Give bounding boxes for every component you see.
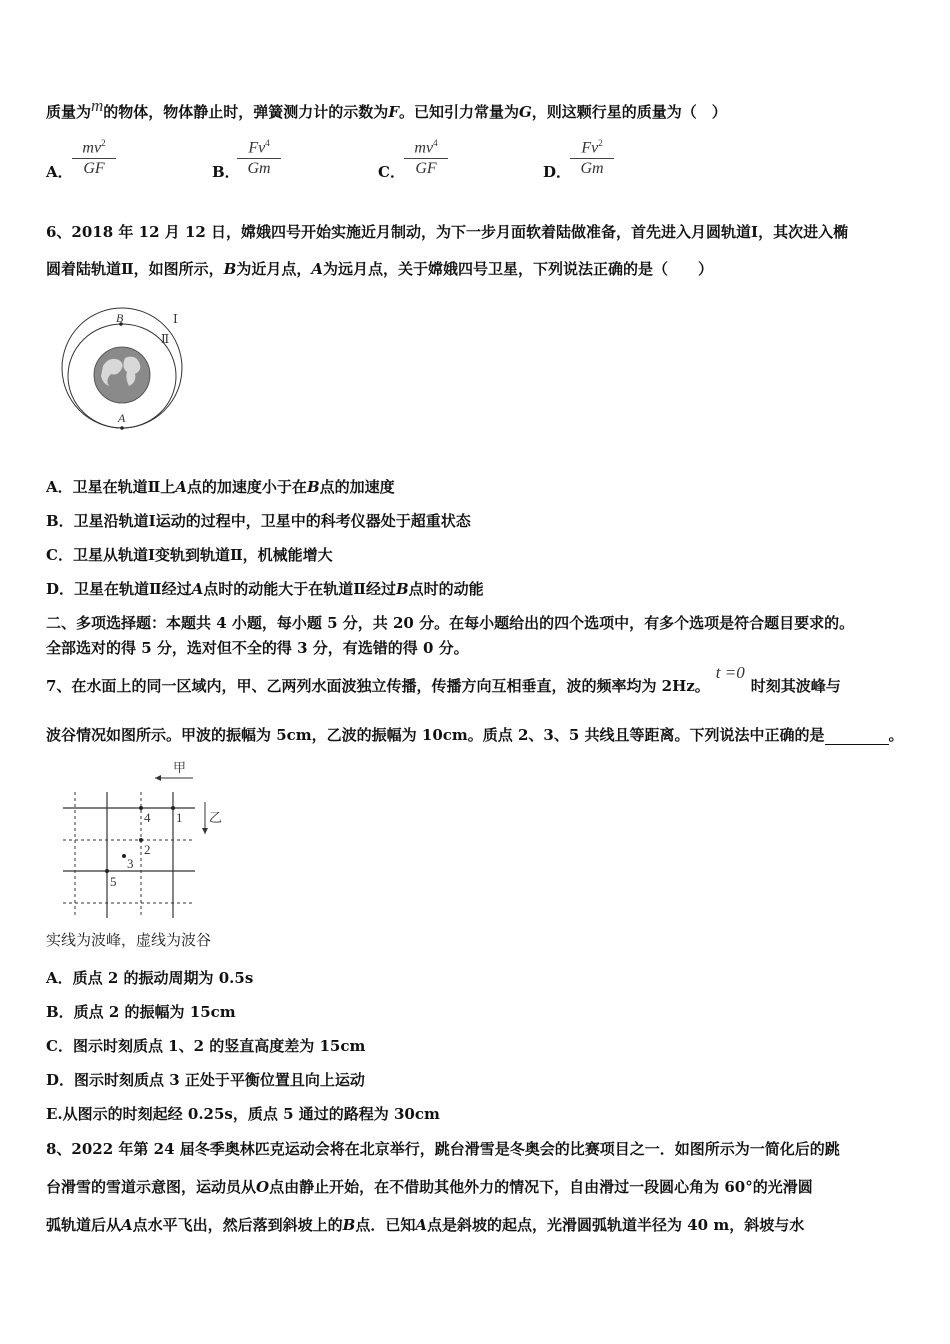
particle-3 [122, 854, 126, 858]
q8-stem-line2: 台滑雪的雪道示意图，运动员从O点由静止开始，在不借助其他外力的情况下，自由滑过一段圆心角为 60°的光滑圆 [46, 1178, 813, 1196]
orbit-diagram [55, 300, 205, 440]
label-yi: 乙 [209, 810, 223, 825]
particle-1 [171, 806, 175, 810]
q6-option-a[interactable]: A．卫星在轨道Ⅱ上A点的加速度小于在B点的加速度 [46, 478, 395, 496]
q6-stem-line1: 6、2018 年 12 月 12 日，嫦娥四号开始实施近月制动，为下一步月面软着陆做准备，首先进入月圆轨道Ⅰ，其次进入椭 [46, 223, 849, 241]
label-A: A [118, 411, 126, 425]
fraction: $\frac{mv^2}{GF}$ [72, 138, 116, 178]
q7-stem-line1: 7、在水面上的同一区域内，甲、乙两列水面波独立传播，传播方向互相垂直，波的频率均为 2Hz。t =0时刻其波峰与 [46, 663, 841, 695]
label-p4: 4 [144, 810, 151, 825]
label-jia: 甲 [173, 760, 187, 775]
answer-blank[interactable] [825, 730, 889, 745]
q7-stem-line2: 波谷情况如图所示。甲波的振幅为 5cm，乙波的振幅为 10cm。质点 2、3、5 共线且等距离。下列说法中正确的是 。 [46, 726, 904, 744]
q6-option-b[interactable]: B．卫星沿轨道Ⅰ运动的过程中，卫星中的科考仪器处于超重状态 [46, 512, 471, 530]
fraction: $\frac{Fv^2}{Gm}$ [570, 138, 614, 178]
q6-option-c[interactable]: C．卫星从轨道Ⅰ变轨到轨道Ⅱ，机械能增大 [46, 546, 333, 564]
fraction: $\frac{mv^4}{GF}$ [404, 138, 448, 178]
particle-2 [139, 838, 143, 842]
q6-option-d[interactable]: D．卫星在轨道Ⅱ经过A点时的动能大于在轨道Ⅱ经过B点时的动能 [46, 580, 484, 598]
q7-option-d[interactable]: D．图示时刻质点 3 正处于平衡位置且向上运动 [46, 1071, 365, 1089]
label-p1: 1 [176, 810, 183, 825]
q8-stem-line1: 8、2022 年第 24 届冬季奥林匹克运动会将在北京举行，跳台滑雪是冬奥会的比赛项目之一．如图所示为一简化后的跳 [46, 1140, 840, 1158]
q8-stem-line3: 弧轨道后从A点水平飞出，然后落到斜坡上的B点．已知A点是斜坡的起点，光滑圆弧轨道半径为 40 m，斜坡与水 [46, 1216, 805, 1234]
point-A [120, 426, 124, 430]
label-orbit-II: Ⅱ [161, 332, 170, 346]
figure-caption: 实线为波峰，虚线为波谷 [46, 931, 212, 949]
label-B: B [116, 311, 124, 325]
particle-5 [105, 869, 109, 873]
label-p3: 3 [127, 856, 134, 871]
label-p5: 5 [110, 874, 117, 889]
section2-heading-line2: 全部选对的得 5 分，选对但不全的得 3 分，有选错的得 0 分。 [46, 639, 469, 657]
q7-option-b[interactable]: B．质点 2 的振幅为 15cm [46, 1003, 236, 1021]
particle-4 [139, 806, 143, 810]
wave-grid-diagram [55, 756, 235, 924]
arrow-jia-head [155, 775, 161, 781]
q5-stem: 质量为m的物体，物体静止时，弹簧测力计的示数为F。已知引力常量为G，则这颗行星的质量为（ ） [46, 96, 727, 121]
label-orbit-I: Ⅰ [173, 312, 178, 326]
arrow-yi-head [202, 828, 208, 834]
section2-heading-line1: 二、多项选择题：本题共 4 小题，每小题 5 分，共 20 分。在每小题给出的四个选项中，有多个选项是符合题目要求的。 [46, 614, 855, 632]
q7-option-c[interactable]: C．图示时刻质点 1、2 的竖直高度差为 15cm [46, 1037, 366, 1055]
q7-option-a[interactable]: A．质点 2 的振动周期为 0.5s [46, 969, 254, 987]
q7-option-e[interactable]: E.从图示的时刻起经 0.25s，质点 5 通过的路程为 30cm [46, 1105, 440, 1123]
fraction: $\frac{Fv^4}{Gm}$ [237, 138, 281, 178]
label-p2: 2 [144, 842, 151, 857]
q6-stem-line2: 圆着陆轨道Ⅱ，如图所示，B为近月点，A为远月点，关于嫦娥四号卫星，下列说法正确的是（ ） [46, 260, 714, 278]
